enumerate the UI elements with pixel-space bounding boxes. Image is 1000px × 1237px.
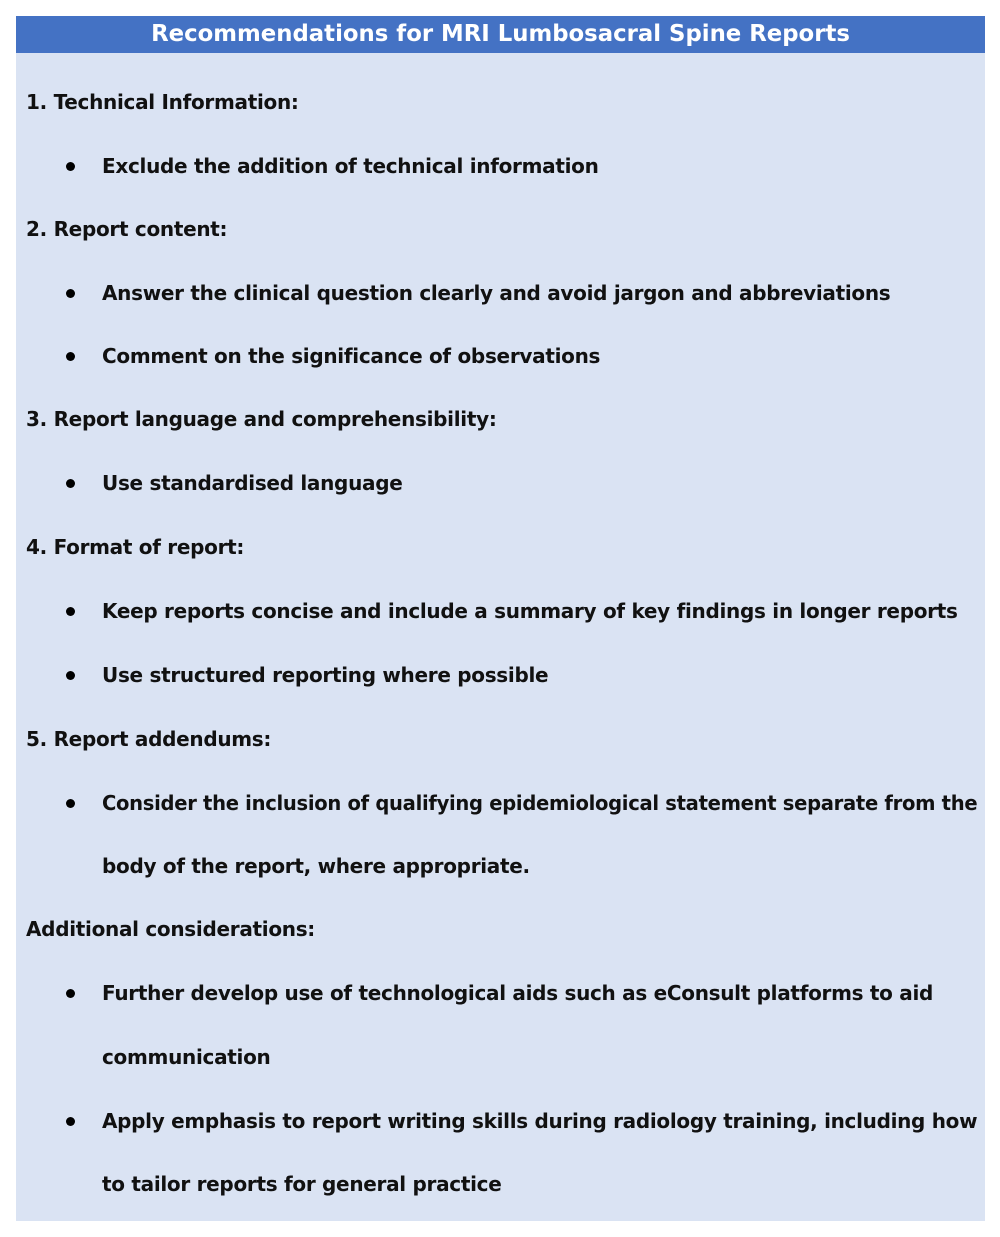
bullet-item: Apply emphasis to report writing skills during radiology training, including how (102, 1109, 978, 1133)
bullet-dot-icon (66, 799, 75, 808)
bullet-item: Further develop use of technological aids such as eConsult platforms to aid (102, 981, 934, 1005)
section-heading-report-addendums: 5. Report addendums: (26, 727, 272, 751)
section-heading-report-language: 3. Report language and comprehensibility: (26, 407, 497, 431)
section-heading-technical-information: 1. Technical Information: (26, 90, 299, 114)
bullet-item-continuation: communication (102, 1045, 271, 1069)
bullet-dot-icon (66, 671, 75, 680)
bullet-item: Consider the inclusion of qualifying epidemiological statement separate from the (102, 791, 978, 815)
bullet-dot-icon (66, 162, 75, 171)
bullet-dot-icon (66, 607, 75, 616)
section-heading-additional-considerations: Additional considerations: (26, 917, 316, 941)
bullet-item: Answer the clinical question clearly and avoid jargon and abbreviations (102, 281, 891, 305)
bullet-item: Use structured reporting where possible (102, 663, 549, 687)
panel-title: Recommendations for MRI Lumbosacral Spine Reports (16, 16, 985, 53)
bullet-dot-icon (66, 289, 75, 298)
bullet-item: Use standardised language (102, 471, 403, 495)
bullet-dot-icon (66, 1117, 75, 1126)
bullet-dot-icon (66, 989, 75, 998)
bullet-item: Keep reports concise and include a summary of key findings in longer reports (102, 599, 958, 623)
bullet-dot-icon (66, 352, 75, 361)
section-heading-format-of-report: 4. Format of report: (26, 535, 245, 559)
bullet-item-continuation: to tailor reports for general practice (102, 1172, 502, 1196)
bullet-item: Exclude the addition of technical information (102, 154, 599, 178)
section-heading-report-content: 2. Report content: (26, 217, 228, 241)
recommendations-panel (16, 16, 985, 1221)
bullet-item-continuation: body of the report, where appropriate. (102, 854, 530, 878)
bullet-item: Comment on the significance of observations (102, 344, 601, 368)
bullet-dot-icon (66, 479, 75, 488)
